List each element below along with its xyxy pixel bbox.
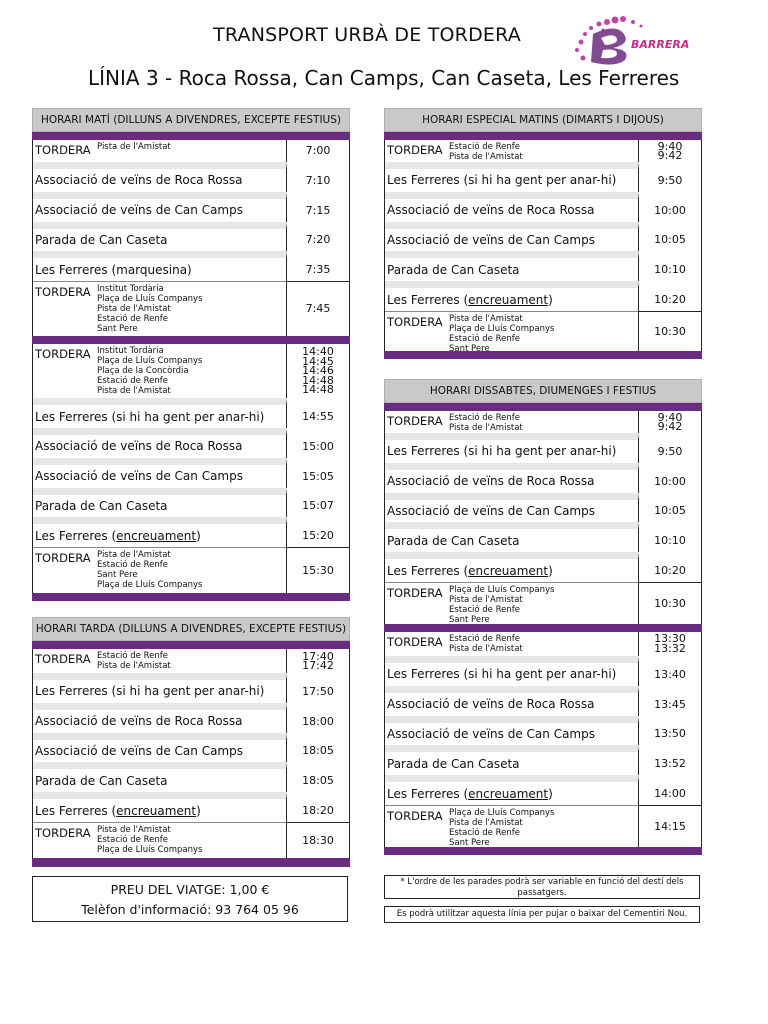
stop-name: Parada de Can Caseta [385, 522, 638, 552]
table-row [33, 547, 349, 593]
town: TORDERA [387, 585, 443, 600]
band [32, 593, 350, 601]
time: 15:20 [286, 517, 349, 547]
price: PREU DEL VIATGE: 1,00 € [110, 882, 270, 897]
place: Pista de l'Amistat [449, 313, 523, 324]
place: Plaça de Lluís Companys [449, 323, 555, 334]
stop-name: Parada de Can Caseta [385, 745, 638, 775]
town: TORDERA [35, 347, 91, 362]
stop-name: Associació de veïns de Can Camps [385, 493, 638, 523]
stop-name: Les Ferreres ( encreuament ) [33, 517, 286, 547]
time: 7:00 [305, 144, 331, 158]
place: Plaça de Lluís Companys [449, 584, 555, 595]
time: 7:15 [286, 192, 349, 222]
schedule-heading: HORARI ESPECIAL MATINS (DIMARTS I DIJOUS) [384, 108, 702, 132]
table-row [33, 192, 349, 222]
time: 10:00 [638, 463, 701, 493]
town: TORDERA [387, 143, 443, 157]
place: Plaça de la Concòrdia [97, 366, 189, 377]
table-row [33, 517, 349, 547]
place: Sant Pere [449, 614, 490, 624]
place: Plaça de Lluís Companys [97, 580, 203, 591]
time: 18:30 [302, 833, 334, 847]
stop-name: Parada de Can Caseta [33, 488, 286, 518]
stop-name: Associació de veïns de Roca Rossa [385, 463, 638, 493]
town: TORDERA [35, 825, 91, 840]
stop-name: Les Ferreres (si hi ha gent per anar-hi) [33, 673, 286, 703]
time: 15:30 [302, 563, 334, 577]
stop-name: Les Ferreres ( encreuament ) [385, 552, 638, 582]
time: 14:46 [302, 364, 334, 378]
band [32, 132, 350, 140]
table-row [385, 162, 701, 192]
schedule-heading: HORARI TARDA (DILLUNS A DIVENDRES, EXCEPTE FESTIUS) [32, 617, 350, 641]
time: 9:40 [657, 139, 683, 153]
table-row [33, 458, 349, 488]
table-row [385, 140, 701, 162]
table-row [385, 311, 701, 351]
stop-name: Parada de Can Caseta [385, 251, 638, 281]
time: 10:20 [638, 552, 701, 582]
place: Pista de l'Amistat [449, 594, 523, 605]
time: 9:50 [638, 433, 701, 463]
table-row [385, 632, 701, 656]
schedule-festius [384, 379, 702, 855]
place: Institut Tordària [97, 346, 164, 357]
phone: Telèfon d'informació: 93 764 05 96 [81, 902, 299, 917]
table-row [385, 686, 701, 716]
band [384, 624, 702, 632]
time: 7:35 [286, 251, 349, 281]
town: TORDERA [387, 808, 443, 823]
place: Institut Tordària [97, 284, 164, 295]
note-cemetery: Es podrà utilitzar aquesta línia per pujar o baixar del Cementiri Nou. [384, 906, 700, 923]
table-row [385, 582, 701, 624]
place: Estació de Renfe [449, 827, 520, 838]
time: 18:20 [286, 792, 349, 822]
town: TORDERA [387, 634, 443, 649]
time: 10:20 [638, 281, 701, 311]
time: 13:52 [638, 745, 701, 775]
time: 14:55 [286, 398, 349, 428]
table-row [33, 162, 349, 192]
time: 17:40 [302, 649, 334, 663]
time: 7:45 [305, 302, 331, 316]
time: 13:30 [654, 632, 686, 646]
town: TORDERA [35, 285, 91, 300]
time: 17:50 [286, 673, 349, 703]
stop-name: Parada de Can Caseta [33, 222, 286, 252]
place: Sant Pere [449, 343, 490, 351]
time: 13:40 [638, 656, 701, 686]
time: 15:07 [286, 488, 349, 518]
stop-name: Les Ferreres ( encreuament ) [385, 775, 638, 805]
place: Estació de Renfe [97, 651, 168, 661]
stop-name: Les Ferreres (si hi ha gent per anar-hi) [385, 162, 638, 192]
table-row [385, 522, 701, 552]
stop-name: Associació de veïns de Can Camps [385, 716, 638, 746]
time: 18:00 [286, 703, 349, 733]
stop-name: Parada de Can Caseta [33, 762, 286, 792]
place: Estació de Renfe [449, 333, 520, 344]
place: Pista de l'Amistat [449, 423, 523, 433]
town: TORDERA [35, 551, 91, 566]
stop-name: Les Ferreres ( encreuament ) [385, 281, 638, 311]
table-row [385, 745, 701, 775]
schedule-mati [32, 108, 350, 601]
time: 9:40 [657, 410, 683, 424]
stop-name: Les Ferreres ( encreuament ) [33, 792, 286, 822]
table-row [385, 463, 701, 493]
table-row [385, 775, 701, 805]
place: Pista de l'Amistat [449, 152, 523, 162]
stop-name: Associació de veïns de Roca Rossa [385, 192, 638, 222]
place: Sant Pere [97, 324, 138, 335]
table-row [385, 251, 701, 281]
band [32, 641, 350, 649]
time: 14:00 [638, 775, 701, 805]
time: 10:30 [654, 596, 686, 610]
time: 14:40 [302, 345, 334, 359]
table-row [385, 411, 701, 433]
table-row [33, 428, 349, 458]
band [32, 336, 350, 344]
time: 9:50 [638, 162, 701, 192]
place: Pista de l'Amistat [97, 661, 171, 671]
place: Estació de Renfe [449, 142, 520, 152]
table-row [33, 703, 349, 733]
place: Sant Pere [449, 837, 490, 847]
table-row [33, 281, 349, 336]
time: 10:30 [654, 324, 686, 338]
time: 10:05 [638, 493, 701, 523]
place: Pista de l'Amistat [97, 386, 171, 397]
table-row [385, 192, 701, 222]
place: Estació de Renfe [449, 633, 520, 644]
time: 13:45 [638, 686, 701, 716]
table-row [385, 805, 701, 847]
place: Pista de l'Amistat [97, 304, 171, 315]
town: TORDERA [35, 652, 91, 666]
town: TORDERA [35, 143, 91, 157]
time: 10:00 [638, 192, 701, 222]
stop-name: Les Ferreres (marquesina) [33, 251, 286, 281]
town: TORDERA [387, 314, 443, 329]
time: 10:05 [638, 222, 701, 252]
stop-name: Associació de veïns de Roca Rossa [385, 686, 638, 716]
time: 15:00 [286, 428, 349, 458]
barrera-logo [563, 14, 713, 68]
table-row [33, 140, 349, 162]
stop-name: Les Ferreres (si hi ha gent per anar-hi) [33, 398, 286, 428]
stop-name: Les Ferreres (si hi ha gent per anar-hi) [385, 433, 638, 463]
table-row [385, 552, 701, 582]
table-row [385, 716, 701, 746]
note-order: * L'ordre de les parades podrà ser variable en funció del destí dels passatgers. [384, 875, 700, 899]
place: Plaça de Lluís Companys [97, 844, 203, 855]
band [384, 403, 702, 411]
place: Pista de l'Amistat [97, 550, 171, 561]
table-row [33, 488, 349, 518]
place: Estació de Renfe [97, 834, 168, 845]
table-row [33, 649, 349, 673]
place: Pista de l'Amistat [97, 824, 171, 835]
band [384, 847, 702, 855]
schedule-heading: HORARI DISSABTES, DIUMENGES I FESTIUS [384, 379, 702, 403]
time: 15:05 [286, 458, 349, 488]
place: Pista de l'Amistat [449, 643, 523, 654]
place: Estació de Renfe [449, 604, 520, 615]
time: 10:10 [638, 251, 701, 281]
time: 17:42 [302, 659, 334, 672]
table-row [385, 656, 701, 686]
place: Estació de Renfe [97, 314, 168, 325]
table-row [385, 433, 701, 463]
table-row [33, 822, 349, 858]
info-box [32, 876, 348, 922]
line-subtitle: LÍNIA 3 - Roca Rossa, Can Camps, Can Caseta, Les Ferreres [88, 66, 680, 90]
table-row [33, 222, 349, 252]
stop-name: Associació de veïns de Roca Rossa [33, 703, 286, 733]
time: 9:42 [657, 420, 683, 433]
schedule-heading: HORARI MATÍ (DILLUNS A DIVENDRES, EXCEPTE FESTIUS) [32, 108, 350, 132]
stop-name: Associació de veïns de Can Camps [385, 222, 638, 252]
time: 18:05 [286, 733, 349, 763]
place: Plaça de Lluís Companys [449, 807, 555, 818]
place: Pista de l'Amistat [97, 142, 171, 152]
table-row [385, 222, 701, 252]
stop-name: Associació de veïns de Roca Rossa [33, 162, 286, 192]
stop-name: Les Ferreres (si hi ha gent per anar-hi) [385, 656, 638, 686]
place: Pista de l'Amistat [449, 817, 523, 828]
stop-name: Associació de veïns de Can Camps [33, 458, 286, 488]
place: Plaça de Lluís Companys [97, 356, 203, 367]
table-row [385, 281, 701, 311]
schedule-tarda [32, 617, 350, 867]
table-row [33, 762, 349, 792]
page-title: TRANSPORT URBÀ DE TORDERA [213, 24, 521, 46]
table-row [33, 792, 349, 822]
table-row [33, 733, 349, 763]
band [384, 351, 702, 359]
band [384, 132, 702, 140]
table-row [33, 344, 349, 398]
time: 14:48 [302, 383, 334, 397]
band [32, 858, 350, 867]
time: 13:50 [638, 716, 701, 746]
table-row [33, 251, 349, 281]
town: TORDERA [387, 414, 443, 428]
stop-name: Associació de veïns de Can Camps [33, 733, 286, 763]
logo-text: BARRERA [631, 38, 690, 51]
stop-name: Associació de veïns de Roca Rossa [33, 428, 286, 458]
table-row [33, 398, 349, 428]
time: 14:15 [654, 819, 686, 833]
table-row [33, 673, 349, 703]
place: Estació de Renfe [97, 376, 168, 387]
schedule-especial [384, 108, 702, 359]
time: 13:32 [654, 641, 686, 655]
time: 9:42 [657, 149, 683, 162]
place: Sant Pere [97, 570, 138, 581]
place: Plaça de Lluís Companys [97, 294, 203, 305]
place: Estació de Renfe [449, 413, 520, 423]
time: 7:20 [286, 222, 349, 252]
time: 10:10 [638, 522, 701, 552]
table-row [385, 493, 701, 523]
stop-name: Associació de veïns de Can Camps [33, 192, 286, 222]
time: 14:48 [302, 373, 334, 387]
time: 7:10 [286, 162, 349, 192]
place: Estació de Renfe [97, 560, 168, 571]
time: 14:45 [302, 354, 334, 368]
time: 18:05 [286, 762, 349, 792]
